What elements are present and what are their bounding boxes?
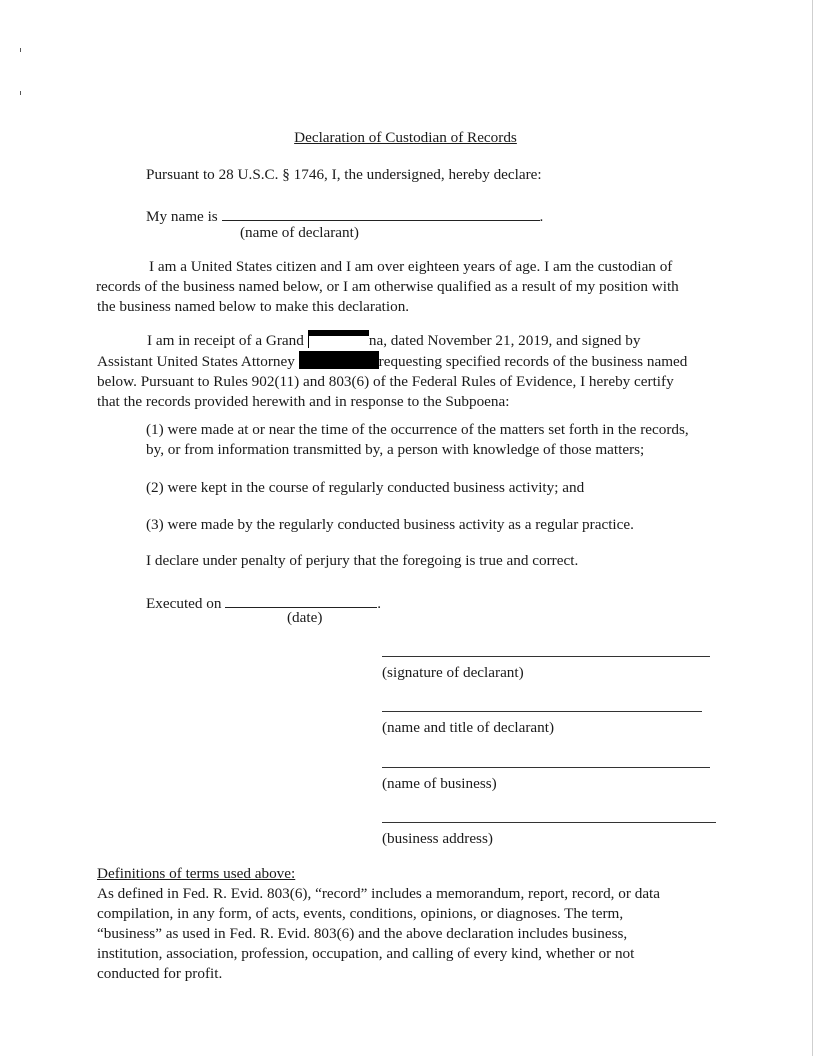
name-title-field[interactable] [382, 711, 702, 712]
item-line: by, or from information transmitted by, a person with knowledge of those matters; [146, 441, 645, 458]
business-name-field[interactable] [382, 767, 710, 768]
scan-mark [20, 48, 21, 52]
definitions-line: institution, association, profession, occupation, and calling of every kind, whether or not [97, 945, 635, 962]
item-line: (1) were made at or near the time of the occurrence of the matters set forth in the records, [146, 421, 689, 438]
definitions-line: conducted for profit. [97, 965, 223, 982]
name-title-caption: (name and title of declarant) [382, 719, 555, 736]
redaction-box [299, 351, 379, 369]
executed-on-line [146, 592, 381, 614]
paragraph-line: that the records provided herewith and in response to the Subpoena: [97, 393, 510, 410]
perjury-statement: I declare under penalty of perjury that the foregoing is true and correct. [146, 552, 579, 569]
definitions-line: compilation, in any form, of acts, events, conditions, opinions, or diagnoses. The term, [97, 905, 624, 922]
subpoena-paragraph [97, 330, 727, 412]
citizenship-paragraph [97, 257, 727, 317]
name-prefix: My name is [146, 208, 218, 225]
execution-date-field[interactable] [225, 592, 377, 608]
executed-suffix: . [377, 595, 382, 612]
business-name-caption: (name of business) [382, 775, 497, 792]
paragraph-line: the business named below to make this declaration. [97, 298, 410, 315]
business-address-caption: (business address) [382, 830, 493, 847]
definitions-line: “business” as used in Fed. R. Evid. 803(6) and the above declaration includes business, [97, 925, 628, 942]
intro-statement: Pursuant to 28 U.S.C. § 1746, I, the undersigned, hereby declare: [146, 166, 542, 183]
paragraph-line: records of the business named below, or I am otherwise qualified as a result of my position with [96, 278, 679, 295]
certification-item-1 [146, 420, 736, 460]
document-title: Declaration of Custodian of Records [294, 129, 517, 146]
certification-item-2: (2) were kept in the course of regularly conducted business activity; and [146, 479, 585, 496]
paragraph-line: below. Pursuant to Rules 902(11) and 803(6) of the Federal Rules of Evidence, I hereby certify [97, 373, 674, 390]
definitions-line: As defined in Fed. R. Evid. 803(6), “record” includes a memorandum, report, record, or data [97, 885, 661, 902]
definitions-section [97, 864, 737, 984]
signature-field[interactable] [382, 656, 710, 657]
signature-caption: (signature of declarant) [382, 664, 524, 681]
page-edge [812, 0, 813, 1056]
date-caption: (date) [287, 609, 323, 626]
executed-prefix: Executed on [146, 595, 222, 612]
declarant-name-caption: (name of declarant) [240, 224, 359, 241]
certification-item-3: (3) were made by the regularly conducted business activity as a regular practice. [146, 516, 634, 533]
paragraph-line: I am in receipt of a Grand na, dated November 21, 2019, and signed by [147, 332, 641, 349]
paragraph-line: I am a United States citizen and I am over eighteen years of age. I am the custodian of [149, 258, 673, 275]
scan-mark [20, 91, 21, 95]
declarant-name-field[interactable] [222, 205, 540, 221]
paragraph-line: Assistant United States Attorney requesting specified records of the business named [97, 353, 688, 370]
definitions-heading: Definitions of terms used above: [97, 865, 296, 882]
redaction-fragment [309, 330, 369, 348]
business-address-field[interactable] [382, 822, 716, 823]
name-suffix: . [539, 208, 544, 225]
